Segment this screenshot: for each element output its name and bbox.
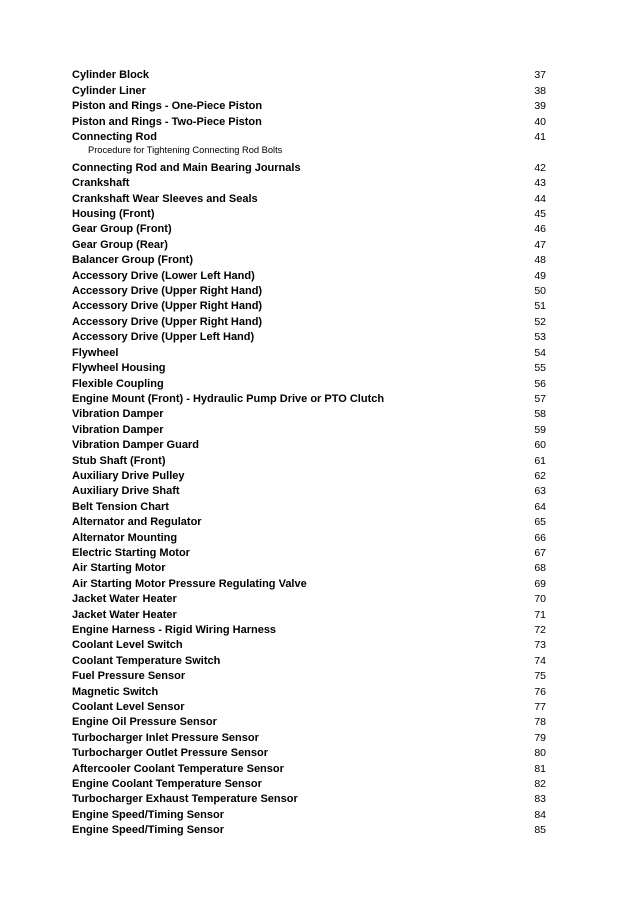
toc-entry-page-number: 74 <box>534 654 546 667</box>
toc-entry <box>72 269 546 284</box>
toc-entry-page-number: 60 <box>534 439 546 452</box>
toc-entry-title: Flywheel <box>72 346 119 359</box>
toc-entry <box>72 500 546 515</box>
toc-entry <box>72 299 546 314</box>
toc-entry-page-number: 45 <box>534 208 546 221</box>
toc-entry-title: Engine Harness - Rigid Wiring Harness <box>72 624 277 637</box>
toc-entry-page-number: 78 <box>534 716 546 729</box>
toc-entry-page-number: 37 <box>534 69 546 82</box>
toc-entry <box>72 792 546 807</box>
toc-entry <box>72 176 546 191</box>
toc-entry-title: Engine Coolant Temperature Sensor <box>72 778 262 791</box>
toc-entry <box>72 84 546 99</box>
toc-entry-page-number: 63 <box>534 485 546 498</box>
toc-entry-title: Crankshaft Wear Sleeves and Seals <box>72 192 258 205</box>
toc-entry-page-number: 85 <box>534 824 546 837</box>
toc-entry-title: Engine Speed/Timing Sensor <box>72 824 224 837</box>
toc-entry-title: Engine Oil Pressure Sensor <box>72 716 217 729</box>
toc-entry <box>72 669 546 684</box>
toc-entry <box>72 346 546 361</box>
toc-entry-title: Connecting Rod and Main Bearing Journals <box>72 161 301 174</box>
toc-entry-title: Air Starting Motor <box>72 562 166 575</box>
toc-entry <box>72 623 546 638</box>
toc-entry-title: Alternator and Regulator <box>72 516 202 529</box>
toc-entry <box>72 361 546 376</box>
toc-entry <box>72 700 546 715</box>
toc-entry-title: Coolant Level Sensor <box>72 701 185 714</box>
toc-entry-title: Turbocharger Exhaust Temperature Sensor <box>72 793 298 806</box>
toc-entry-title: Auxiliary Drive Pulley <box>72 469 185 482</box>
toc-entry-page-number: 53 <box>534 331 546 344</box>
toc-entry-title: Accessory Drive (Upper Right Hand) <box>72 285 263 298</box>
toc-entry-title: Aftercooler Coolant Temperature Sensor <box>72 762 284 775</box>
toc-entry-page-number: 39 <box>534 100 546 113</box>
toc-entry-page-number: 46 <box>534 223 546 236</box>
toc-entry-title: Flywheel Housing <box>72 362 166 375</box>
toc-entry-title: Crankshaft <box>72 177 130 190</box>
toc-entry <box>72 253 546 268</box>
toc-entry <box>72 561 546 576</box>
toc-entry-page-number: 72 <box>534 624 546 637</box>
toc-entry-page-number: 58 <box>534 408 546 421</box>
toc-entry-title: Turbocharger Inlet Pressure Sensor <box>72 731 259 744</box>
toc-entry <box>72 238 546 253</box>
toc-entry-title: Jacket Water Heater <box>72 608 177 621</box>
toc-entry-page-number: 40 <box>534 115 546 128</box>
toc-entry <box>72 222 546 237</box>
toc-entry <box>72 823 546 838</box>
toc-entry-title: Piston and Rings - Two-Piece Piston <box>72 115 262 128</box>
toc-entry-title: Procedure for Tightening Connecting Rod Bolts <box>88 145 283 156</box>
toc-entry-page-number: 68 <box>534 562 546 575</box>
toc-entry-title: Vibration Damper <box>72 408 164 421</box>
toc-entry-page-number: 55 <box>534 362 546 375</box>
toc-entry-title: Engine Speed/Timing Sensor <box>72 808 224 821</box>
toc-entry <box>72 284 546 299</box>
toc-entry <box>72 377 546 392</box>
toc-entry-page-number: 41 <box>534 131 546 144</box>
toc-entry <box>72 469 546 484</box>
toc-entry-page-number: 73 <box>534 639 546 652</box>
toc-entry <box>72 777 546 792</box>
toc-entry <box>72 715 546 730</box>
toc-entry-page-number: 62 <box>534 469 546 482</box>
toc-entry-page-number: 67 <box>534 546 546 559</box>
toc-entry-title: Connecting Rod <box>72 131 157 144</box>
toc-entry <box>72 546 546 561</box>
toc-entry <box>72 330 546 345</box>
toc-entry-page-number: 42 <box>534 161 546 174</box>
toc-entry-title: Fuel Pressure Sensor <box>72 670 186 683</box>
toc <box>72 68 546 838</box>
toc-entry <box>72 638 546 653</box>
toc-entry-page-number: 43 <box>534 177 546 190</box>
toc-entry <box>72 762 546 777</box>
toc-entry-title: Jacket Water Heater <box>72 593 177 606</box>
toc-entry-title: Accessory Drive (Upper Right Hand) <box>72 315 263 328</box>
toc-entry <box>72 407 546 422</box>
toc-entry-title: Air Starting Motor Pressure Regulating Valve <box>72 577 307 590</box>
toc-entry-title: Gear Group (Front) <box>72 223 172 236</box>
toc-entry-title: Vibration Damper <box>72 423 164 436</box>
toc-entry-page-number: 64 <box>534 500 546 513</box>
toc-entry-title: Accessory Drive (Lower Left Hand) <box>72 269 255 282</box>
toc-entry-title: Auxiliary Drive Shaft <box>72 485 180 498</box>
toc-subentry <box>72 145 546 160</box>
toc-entry-page-number: 71 <box>534 608 546 621</box>
toc-entry-title: Alternator Mounting <box>72 531 178 544</box>
toc-entry <box>72 515 546 530</box>
toc-entry-title: Flexible Coupling <box>72 377 164 390</box>
toc-entry-title: Coolant Temperature Switch <box>72 654 221 667</box>
toc-entry-page-number: 56 <box>534 377 546 390</box>
toc-entry-page-number: 47 <box>534 238 546 251</box>
toc-entry-page-number: 80 <box>534 747 546 760</box>
toc-entry <box>72 207 546 222</box>
toc-entry-title: Gear Group (Rear) <box>72 238 168 251</box>
toc-entry <box>72 531 546 546</box>
toc-entry-page-number: 48 <box>534 254 546 267</box>
toc-entry <box>72 161 546 176</box>
toc-entry-page-number: 57 <box>534 392 546 405</box>
toc-entry <box>72 130 546 145</box>
toc-entry-title: Piston and Rings - One-Piece Piston <box>72 100 263 113</box>
toc-entry-title: Balancer Group (Front) <box>72 254 194 267</box>
toc-entry <box>72 608 546 623</box>
toc-entry-title: Belt Tension Chart <box>72 500 169 513</box>
toc-entry-page-number: 66 <box>534 531 546 544</box>
toc-entry-title: Cylinder Liner <box>72 84 146 97</box>
toc-entry-page-number: 38 <box>534 84 546 97</box>
toc-entry-page-number: 76 <box>534 685 546 698</box>
toc-entry <box>72 592 546 607</box>
toc-entry-page-number: 50 <box>534 285 546 298</box>
toc-entry-title: Engine Mount (Front) - Hydraulic Pump Drive or PTO Clutch <box>72 392 385 405</box>
toc-entry-title: Stub Shaft (Front) <box>72 454 166 467</box>
toc-entry <box>72 654 546 669</box>
toc-entry <box>72 685 546 700</box>
toc-entry-title: Vibration Damper Guard <box>72 439 199 452</box>
toc-entry-title: Housing (Front) <box>72 208 155 221</box>
toc-entry-page-number: 82 <box>534 778 546 791</box>
toc-entry <box>72 99 546 114</box>
toc-entry-page-number: 61 <box>534 454 546 467</box>
toc-entry <box>72 577 546 592</box>
toc-entry <box>72 731 546 746</box>
toc-entry-page-number: 54 <box>534 346 546 359</box>
toc-entry-page-number: 84 <box>534 808 546 821</box>
toc-entry-page-number: 79 <box>534 731 546 744</box>
toc-entry-title: Accessory Drive (Upper Right Hand) <box>72 300 263 313</box>
toc-entry-page-number: 51 <box>534 300 546 313</box>
toc-entry <box>72 454 546 469</box>
toc-entry-page-number: 65 <box>534 516 546 529</box>
toc-entry-page-number: 83 <box>534 793 546 806</box>
toc-entry <box>72 746 546 761</box>
toc-entry <box>72 68 546 83</box>
toc-entry <box>72 115 546 130</box>
toc-entry-page-number: 75 <box>534 670 546 683</box>
toc-entry-page-number: 81 <box>534 762 546 775</box>
toc-entry-page-number: 69 <box>534 577 546 590</box>
toc-entry-page-number: 59 <box>534 423 546 436</box>
toc-entry <box>72 484 546 499</box>
toc-entry <box>72 315 546 330</box>
toc-entry-title: Cylinder Block <box>72 69 150 82</box>
toc-entry-title: Magnetic Switch <box>72 685 159 698</box>
toc-entry-title: Electric Starting Motor <box>72 546 190 559</box>
toc-entry <box>72 192 546 207</box>
toc-entry-title: Coolant Level Switch <box>72 639 183 652</box>
toc-entry <box>72 438 546 453</box>
toc-entry <box>72 392 546 407</box>
toc-entry-page-number: 70 <box>534 593 546 606</box>
toc-entry-title: Accessory Drive (Upper Left Hand) <box>72 331 255 344</box>
toc-entry <box>72 808 546 823</box>
toc-entry-page-number: 44 <box>534 192 546 205</box>
toc-entry-title: Turbocharger Outlet Pressure Sensor <box>72 747 269 760</box>
toc-entry <box>72 423 546 438</box>
toc-entry-page-number: 77 <box>534 701 546 714</box>
toc-entry-page-number: 49 <box>534 269 546 282</box>
toc-entry-page-number: 52 <box>534 315 546 328</box>
